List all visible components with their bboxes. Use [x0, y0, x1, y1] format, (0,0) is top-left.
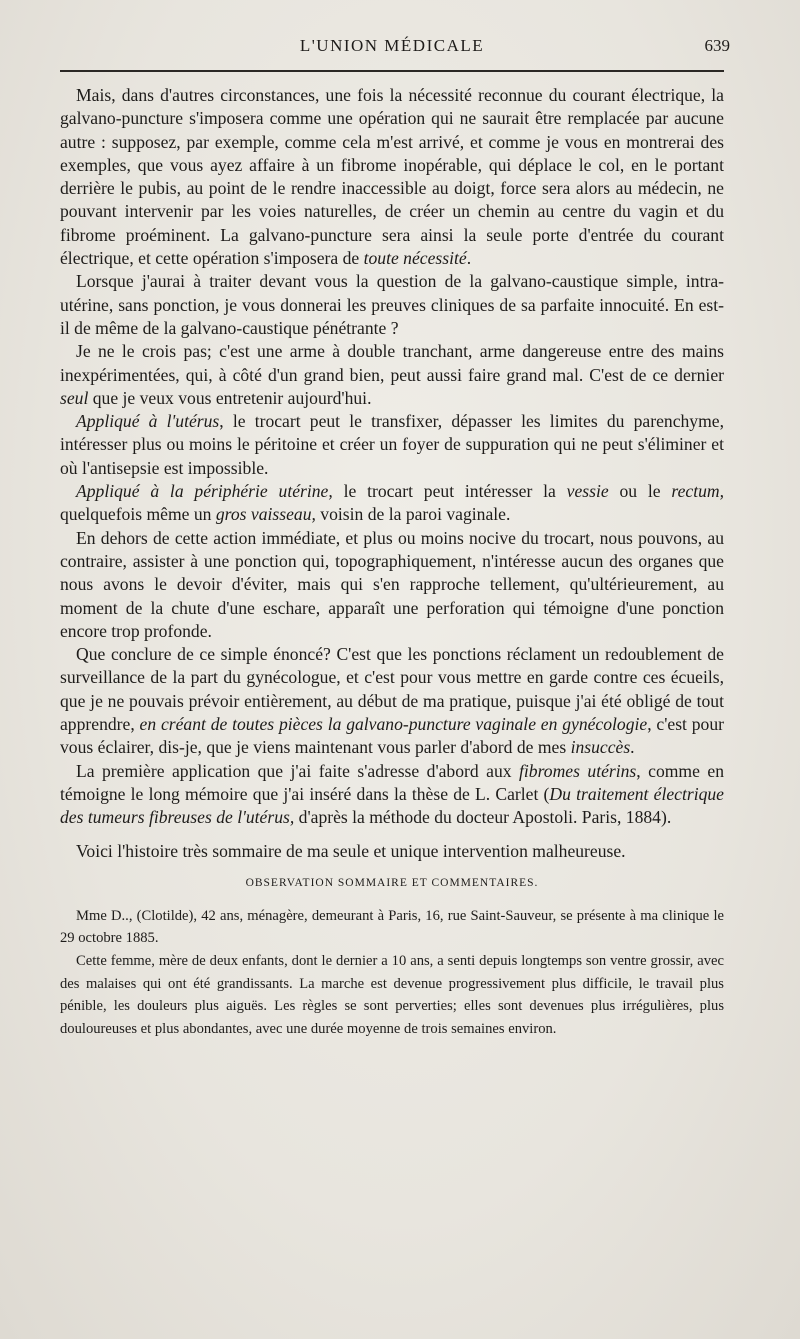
observation-paragraph-2: Cette femme, mère de deux enfants, dont le dernier a 10 ans, a senti depuis longtemps son ventre grossir, avec des malaises qui ont été grandissants. La marche est devenue progressivement plus difficile, le travail plus pénible, les douleurs plus aiguës. Les règles se sont perverties; elles sont devenues plus irrégulières, plus douloureuses et plus abondantes, avec une durée moyenne de trois semaines environ. — [60, 952, 724, 1037]
paragraph-5: Appliqué à la périphérie utérine, le trocart peut intéresser la vessie ou le rectum, quelquefois même un gros vaisseau, voisin de la paroi vaginale. — [60, 481, 724, 525]
paragraph-1: Mais, dans d'autres circonstances, une fois la nécessité reconnue du courant électrique, la galvano-puncture s'imposera comme une opération qui ne saurait être remplacée par aucune autre : supposez, par exemple, comme cela m'est arrivé, et comme je vous en montrerai des exemples, que vous ayez affaire à un fibrome inopérable, qui déplace le col, en le portant derrière le pubis, au point de le rendre inaccessible au doigt, force sera alors au médecin, ne pouvant intervenir par les voies naturelles, de créer un chemin au centre du vagin et du fibrome proéminent. La galvano-puncture sera ainsi la seule porte d'entrée du courant électrique, et cette opération s'imposera de toute nécessité. — [60, 85, 724, 269]
section-heading: OBSERVATION SOMMAIRE ET COMMENTAIRES. — [245, 876, 539, 889]
header-rule — [60, 70, 724, 72]
paragraph-8: La première application que j'ai faite s'adresse d'abord aux fibromes utérins, comme en témoigne le long mémoire que j'ai inséré dans la thèse de L. Carlet (Du traitement électrique des tumeurs fibreuses de l'utérus, d'après la méthode du docteur Apostoli. Paris, 1884). — [60, 760, 724, 828]
paragraph-6: En dehors de cette action immédiate, et plus ou moins nocive du trocart, nous pouvons, au contraire, assister à une ponction qui, topographiquement, n'intéresse aucun des organes que nous avons le devoir d'éviter, mais qui s'en rapproche tellement, qu'ultérieurement, au moment de la chute d'une eschare, apparaît une perforation qui témoigne d'une ponction encore trop profonde. — [60, 527, 724, 641]
observation-paragraph-1: Mme D.., (Clotilde), 42 ans, ménagère, demeurant à Paris, 16, rue Saint-Sauveur, se présente à ma clinique le 29 octobre 1885. — [60, 907, 724, 947]
article-body — [60, 84, 724, 863]
journal-title: L'UNION MÉDICALE — [299, 36, 485, 55]
paragraph-7: Que conclure de ce simple énoncé? C'est que les ponctions réclament un redoublement de surveillance de la part du gynécologue, et c'est pour vous mettre en garde contre ces écueils, que je ne pouvais prévoir entièrement, au début de ma pratique, puisque j'ai été obligé de tout apprendre, en créant de toutes pièces la galvano-puncture vaginale en gynécologie, c'est pour vous éclairer, dis-je, que je viens maintenant vous parler d'abord de mes insuccès. — [60, 644, 724, 758]
paragraph-3: Je ne le crois pas; c'est une arme à double tranchant, arme dangereuse entre des mains inexpérimentées, qui, à côté d'un grand bien, peut aussi faire grand mal. C'est de ce dernier seul que je veux vous entretenir aujourd'hui. — [60, 341, 724, 408]
paragraph-4: Appliqué à l'utérus, le trocart peut le transfixer, dépasser les limites du parenchyme, intéresser plus ou moins le péritoine et créer un foyer de suppuration qui ne peut s'éliminer et où l'antisepsie est impossible. — [60, 411, 724, 478]
page-number: 639 — [704, 36, 730, 55]
running-header — [60, 36, 730, 62]
paragraph-2: Lorsque j'aurai à traiter devant vous la question de la galvano-caustique simple, intra-utérine, sans ponction, je vous donnerai les preuves cliniques de sa parfaite innocuité. En est-il de même de la galvano-caustique pénétrante ? — [60, 271, 724, 338]
observation-section — [60, 905, 724, 1041]
paragraph-9: Voici l'histoire très sommaire de ma seule et unique intervention malheureuse. — [76, 840, 626, 861]
